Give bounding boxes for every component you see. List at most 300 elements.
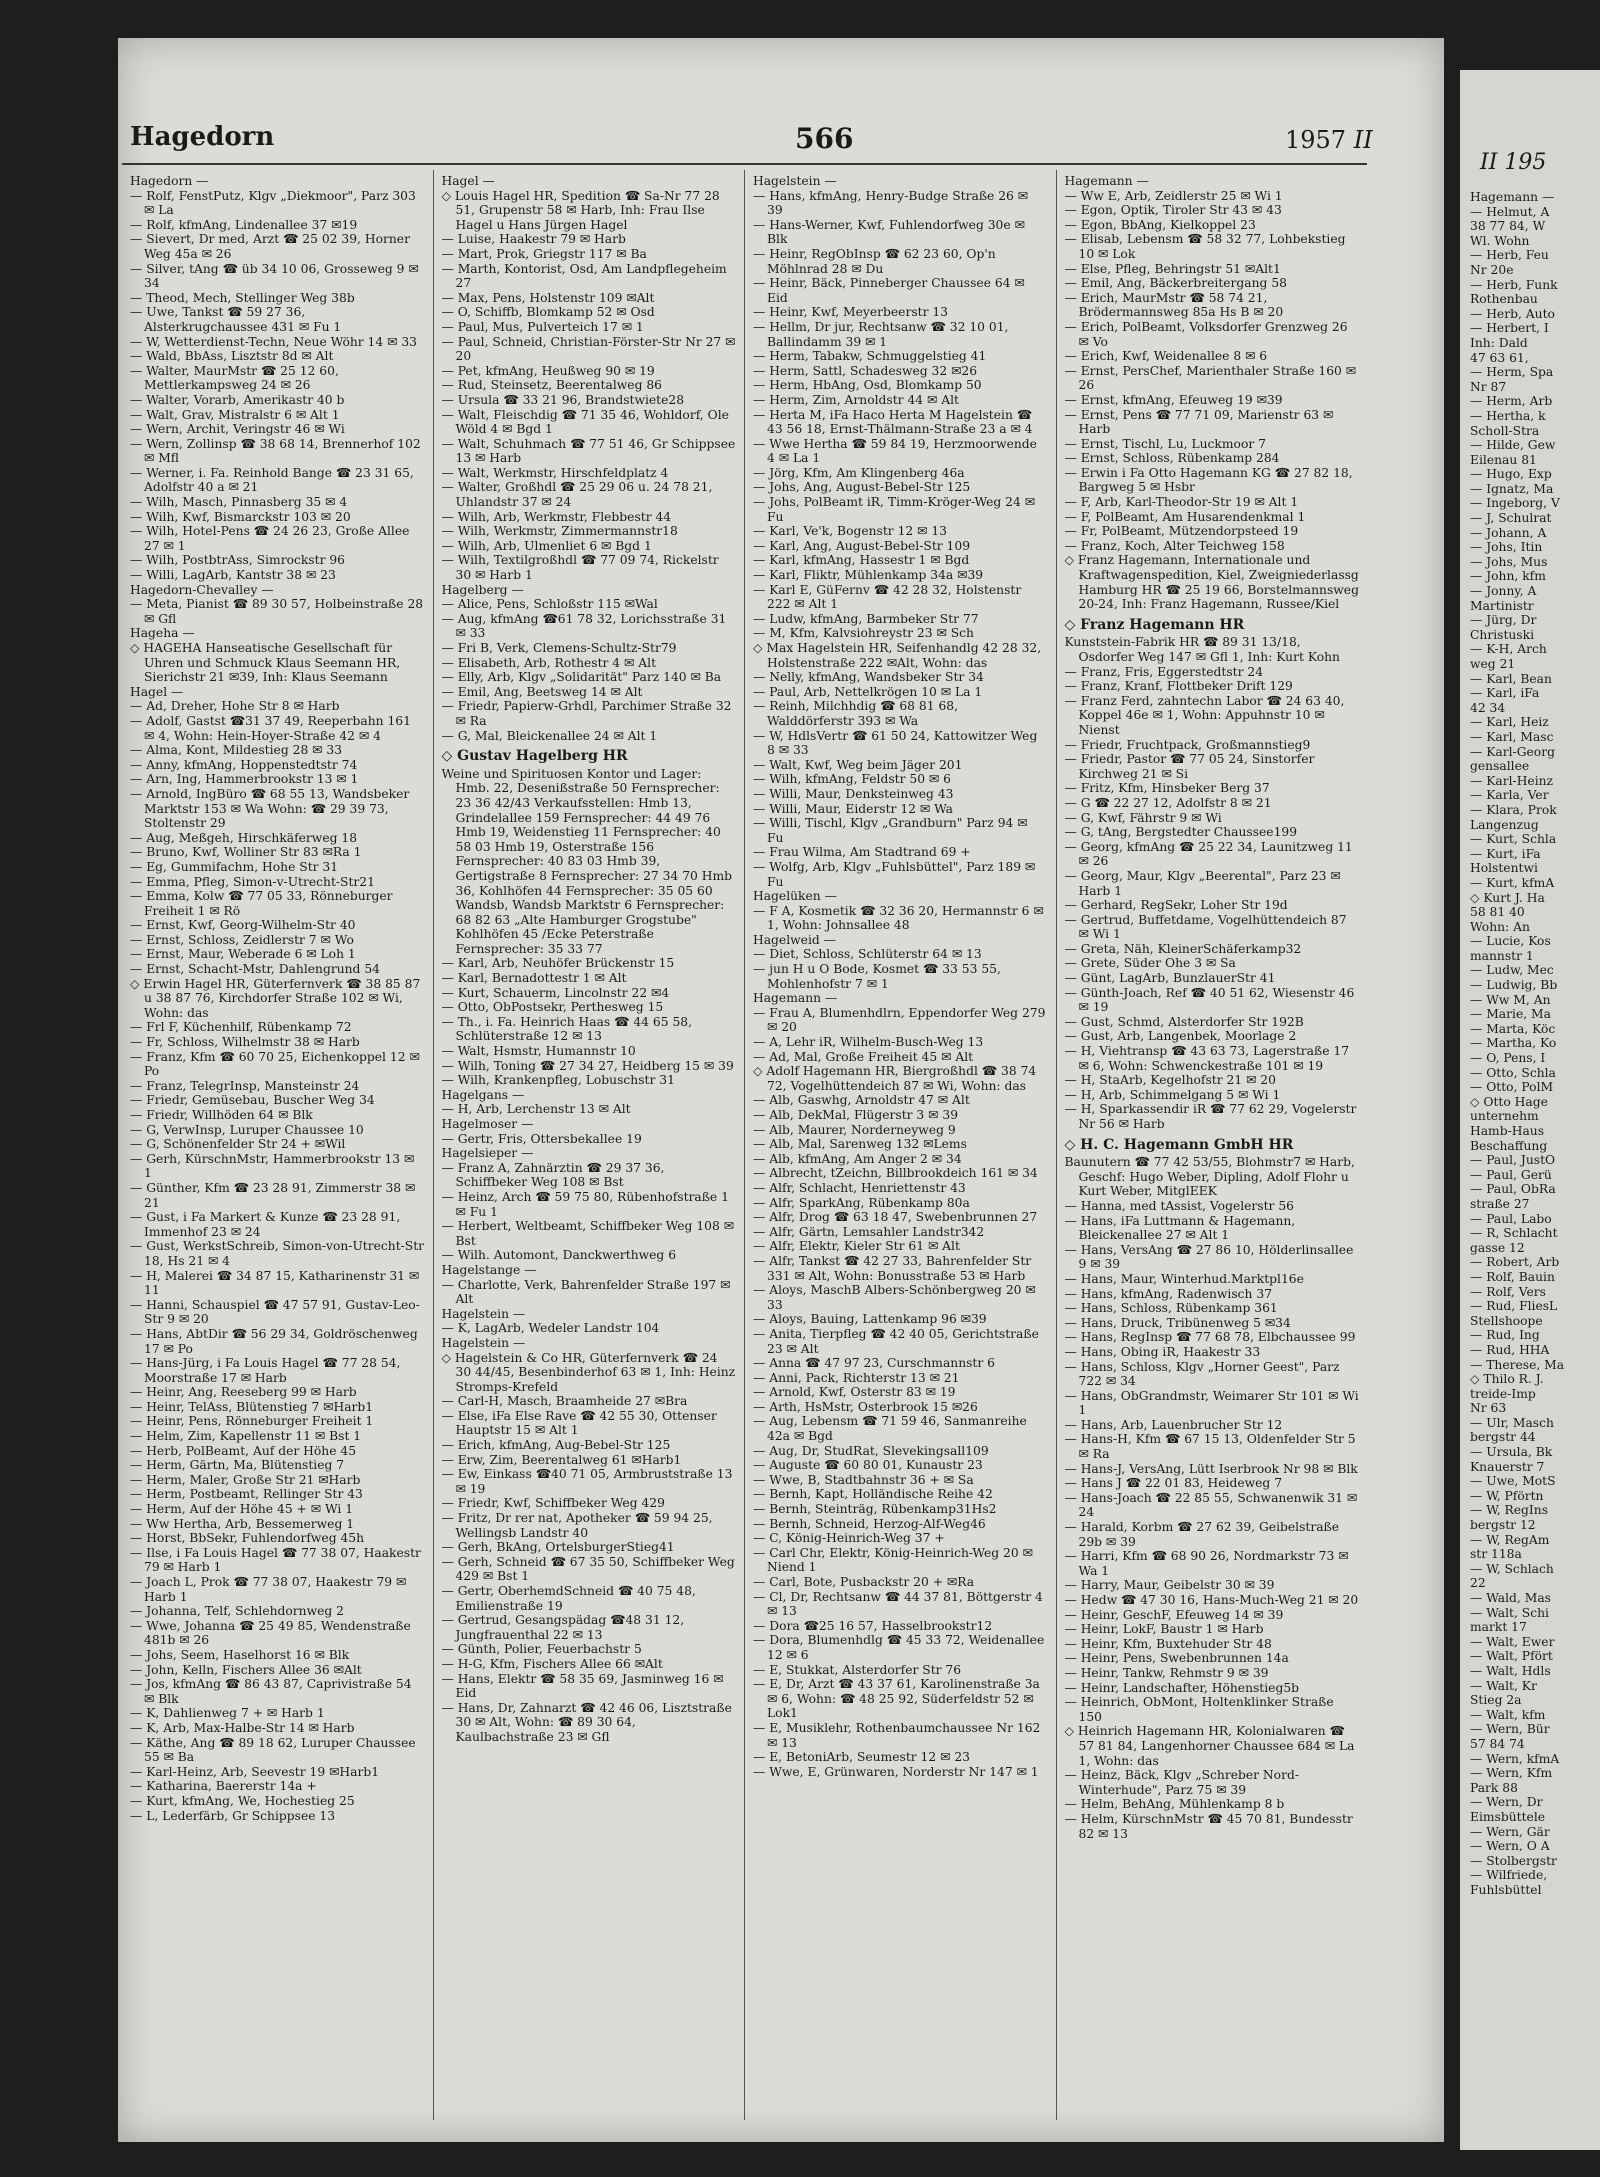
adjacent-entry: — Jürg, Dr [1470,613,1537,628]
directory-entry: — Erich, kfmAng, Aug-Bebel-Str 125 [441,1438,671,1453]
directory-entry: — Paul, Schneid, Christian-Förster-Str Nr 27 ✉ 20 [441,334,736,364]
directory-entry: Hageha — [130,626,195,641]
adjacent-entry: Hamb-Haus [1470,1124,1545,1138]
directory-entry: Hagemann — [753,991,838,1006]
directory-entry: — Ernst, Tischl, Lu, Luckmoor 7 [1064,436,1266,451]
adjacent-entry: 58 81 40 [1470,905,1525,920]
directory-entry: — Erw, Zim, Beerentalweg 61 ✉Harb1 [441,1452,682,1467]
directory-entry: — Bernh, Kapt, Holländische Reihe 42 [753,1487,993,1502]
directory-entry: — Theod, Mech, Stellinger Weg 38b [130,290,355,305]
directory-entry: — Karl, Fliktr, Mühlenkamp 34a ✉39 [753,568,984,583]
directory-entry: — Auguste ☎ 60 80 01, Kunaustr 23 [753,1458,983,1473]
directory-entry: — Karl-Heinz, Arb, Seevestr 19 ✉Harb1 [130,1764,380,1779]
adjacent-page-header: II 195 [1480,150,1547,175]
directory-entry: — Heinr, LokF, Baustr 1 ✉ Harb [1064,1622,1264,1637]
adjacent-entry: weg 21 [1470,657,1516,671]
directory-entry: — Ernst, Maur, Weberade 6 ✉ Loh 1 [130,947,356,962]
directory-entry: — Aug, Lebensm ☎ 71 59 46, Sanmanreihe 42a ✉ Bgd [753,1414,1027,1444]
directory-entry: — Dora, Blumenhdlg ☎ 45 33 72, Weidenallee 12 ✉ 6 [753,1633,1045,1662]
adjacent-entry: — Marie, Ma [1470,1007,1551,1022]
directory-entry: — Hellm, Dr jur, Rechtsanw ☎ 32 10 01, Ballindamm 39 ✉ 1 [753,319,1009,349]
directory-entry: — Willi, LagArb, Kantstr 38 ✉ 23 [130,568,336,583]
directory-entry: Hagedorn-Chevalley — [130,582,274,597]
directory-entry: — Wolfg, Arb, Klgv „Fuhlsbüttel", Parz 189 ✉ Fu [753,859,1036,889]
directory-entry: — Herb, PolBeamt, Auf der Höhe 45 [130,1443,357,1458]
directory-entry: Kunststein-Fabrik HR ☎ 89 31 13/18, Osdorfer Weg 147 ✉ Gfl 1, Inh: Kurt Kohn [1064,635,1340,664]
directory-entry: — Gust, i Fa Markert & Kunze ☎ 23 28 91, Immenhof 23 ✉ 24 [130,1210,401,1239]
adjacent-entry: — Hugo, Exp [1470,467,1552,482]
directory-entry: — Wilh, Masch, Pinnasberg 35 ✉ 4 [130,495,348,510]
directory-entry: — Anny, kfmAng, Hoppenstedtstr 74 [130,757,358,772]
adjacent-entry: — J, Schulrat [1470,511,1552,526]
directory-entry: — Arn, Ing, Hammerbrookstr 13 ✉ 1 [130,772,359,787]
directory-entry: — Luise, Haakestr 79 ✉ Harb [441,232,626,247]
directory-entry: — Walt, Werkmstr, Hirschfeldplatz 4 [441,465,669,480]
directory-entry: — Helm, BehAng, Mühlenkamp 8 b [1064,1797,1285,1812]
directory-entry: Hagelberg — [441,582,524,597]
directory-entry: — Aloys, Bauing, Lattenkamp 96 ✉39 [753,1312,987,1327]
directory-entry: — jun H u O Bode, Kosmet ☎ 33 53 55, Mohlenhofstr 7 ✉ 1 [753,962,1001,991]
directory-entry: — Joach L, Prok ☎ 77 38 07, Haakestr 79 ✉ Harb 1 [130,1575,407,1604]
directory-entry: Hagelmoser — [441,1117,534,1131]
adjacent-entry: Eilenau 81 [1470,452,1537,467]
directory-entry: ◇ Louis Hagel HR, Spedition ☎ Sa-Nr 77 28 51, Grupenstr 58 ✉ Harb, Inh: Frau Ilse Hagel u Hans Jürgen Hagel [441,188,720,232]
directory-entry: — Herm, Maler, Große Str 21 ✉Harb [130,1472,361,1487]
directory-entry: — Katharina, Baererstr 14a + [130,1779,317,1794]
directory-entry: — Willi, Maur, Eiderstr 12 ✉ Wa [753,801,954,816]
directory-entry: — Wilh, Kwf, Bismarckstr 103 ✉ 20 [130,509,351,524]
adjacent-entry: 47 63 61, [1470,350,1529,365]
column-4 [1057,170,1368,2120]
adjacent-entry: Park 88 [1470,1780,1518,1795]
directory-entry: — Alb, Gaswhg, Arnoldstr 47 ✉ Alt [753,1093,970,1108]
directory-entry: — Ernst, Schloss, Zeidlerstr 7 ✉ Wo [130,932,354,947]
directory-entry: — Reinh, Milchhdig ☎ 68 81 68, Walddörferstr 393 ✉ Wa [753,699,958,728]
directory-entry: — Aug, Dr, StudRat, Slevekingsall109 [753,1443,989,1458]
adjacent-entry: — Wern, O A [1470,1839,1550,1854]
page-header [0,90,1600,155]
directory-entry: — Harry, Maur, Geibelstr 30 ✉ 39 [1064,1578,1275,1593]
adjacent-entry: — Wern, kfmA [1470,1751,1560,1766]
directory-entry: — Erwin i Fa Otto Hagemann KG ☎ 27 82 18, Bargweg 5 ✉ Hsbr [1064,465,1353,495]
directory-entry: — Wwe, E, Grünwaren, Norderstr Nr 147 ✉ 1 [753,1764,1039,1779]
adjacent-entry: — Otto, Schla [1470,1065,1556,1080]
directory-entry: — Heinr, Pens, Rönneburger Freiheit 1 [130,1414,374,1429]
directory-entry: ◇ Gustav Hagelberg HR [441,748,628,765]
directory-entry: — Heinr, RegObInsp ☎ 62 23 60, Op'n Möhlnrad 28 ✉ Du [753,246,996,276]
adjacent-entry: Nr 63 [1470,1401,1507,1416]
directory-entry: — Heinz, Arch ☎ 59 75 80, Rübenhofstraße 1 ✉ Fu 1 [441,1189,729,1219]
directory-entry: — Ew, Einkass ☎40 71 05, Armbruststraße 13 ✉ 19 [441,1467,733,1496]
directory-entry: — Anita, Tierpfleg ☎ 42 40 05, Gerichtstraße 23 ✉ Alt [753,1326,1039,1356]
directory-entry: — H, Viehtransp ☎ 43 63 73, Lagerstraße 17 ✉ 6, Wohn: Schwenckestraße 101 ✉ 19 [1064,1044,1350,1073]
directory-entry: — Herm, Tabakw, Schmuggelstieg 41 [753,349,987,364]
directory-entry: — Günt, LagArb, BunzlauerStr 41 [1064,971,1276,986]
directory-entry: — Hans-Joach ☎ 22 85 55, Schwanenwik 31 ✉ 24 [1064,1490,1358,1520]
directory-entry: — E, Dr, Arzt ☎ 43 37 61, Karolinenstraße 3a ✉ 6, Wohn: ☎ 48 25 92, Süderfeldstr 52 ✉Lok1 [753,1677,1040,1721]
directory-entry: — Fritz, Dr rer nat, Apotheker ☎ 59 94 25, Wellingsb Landstr 40 [441,1511,713,1540]
adjacent-entry: Beschaffung [1470,1138,1548,1153]
directory-entry: Hagelstange — [441,1262,537,1277]
adjacent-entry: — Stolbergstr [1470,1853,1557,1868]
adjacent-entry: 38 77 84, W [1470,219,1546,234]
directory-entry: — Hans, Dr, Zahnarzt ☎ 42 46 06, Lisztstraße 30 ✉ Alt, Wohn: ☎ 89 30 64, Kaulbachstraße 23 ✉ Gfl [441,1700,732,1744]
directory-entry: — H-G, Kfm, Fischers Allee 66 ✉Alt [441,1656,663,1671]
adjacent-entry: Scholl-Stra [1470,423,1540,438]
directory-entry: — C, König-Heinrich-Weg 37 + [753,1531,945,1546]
adjacent-entry: — Marta, Köc [1470,1021,1556,1036]
directory-entry: — Wilh, Arb, Ulmenliet 6 ✉ Bgd 1 [441,538,652,553]
adjacent-entry: Inh: Dald [1470,335,1528,350]
directory-entry: Hagelgans — [441,1087,525,1102]
directory-entry: — Walter, Großhdl ☎ 25 29 06 u. 24 78 21, Uhlandstr 37 ✉ 24 [441,480,713,510]
directory-entry: — Carl-H, Masch, Braamheide 27 ✉Bra [441,1394,688,1409]
directory-entry: — Hedw ☎ 47 30 16, Hans-Much-Weg 21 ✉ 20 [1064,1593,1359,1607]
directory-entry: — Ww Hertha, Arb, Bessemerweg 1 [130,1516,355,1531]
directory-entry: — Wilh, Arb, Werkmstr, Flebbestr 44 [441,509,672,524]
adjacent-entry: — Ludwig, Bb [1470,978,1558,993]
directory-entry: — Ad, Mal, Große Freiheit 45 ✉ Alt [753,1049,974,1064]
directory-entry: — Wilh, Toning ☎ 27 34 27, Heidberg 15 ✉ 39 [441,1058,734,1073]
directory-entry: — Alb, kfmAng, Am Anger 2 ✉ 34 [753,1151,962,1166]
directory-entry: — Gerh, BkAng, OrtelsburgerStieg41 [441,1540,675,1555]
directory-entry: — Alb, DekMal, Flügerstr 3 ✉ 39 [753,1108,959,1122]
directory-entry: — Adolf, Gastst ☎31 37 49, Reeperbahn 161 ✉ 4, Wohn: Hein-Hoyer-Straße 42 ✉ 4 [130,713,411,743]
directory-entry: — Heinr, GeschF, Efeuweg 14 ✉ 39 [1064,1607,1284,1622]
directory-entry: — Hans, Schloss, Klgv „Horner Geest", Parz 722 ✉ 34 [1064,1359,1340,1389]
adjacent-entry: gasse 12 [1470,1240,1525,1255]
directory-entry: — Herm, HbAng, Osd, Blomkamp 50 [753,378,982,393]
adjacent-entry: — Herm, Spa [1470,365,1554,380]
adjacent-entry: — Martha, Ko [1470,1036,1557,1051]
directory-entry: — Emma, Pfleg, Simon-v-Utrecht-Str21 [130,874,375,889]
adjacent-entry: — Walt, Hdls [1470,1663,1551,1678]
directory-entry: — Carl Chr, Elektr, König-Heinrich-Weg 20 ✉ Niend 1 [753,1545,1033,1575]
directory-entry: — Gust, Arb, Langenbek, Moorlage 2 [1064,1029,1297,1044]
directory-entry: — Friedr, Gemüsebau, Buscher Weg 34 [130,1093,375,1108]
directory-entry: — Karl E, GüFernv ☎ 42 28 32, Holstenstr 222 ✉ Alt 1 [753,582,1022,612]
adjacent-entry: — Hertha, k [1470,408,1546,423]
directory-entry: — Alfr, SparkAng, Rübenkamp 80a [753,1195,970,1210]
adjacent-entry: Hagemann — [1470,190,1555,204]
column-3 [745,170,1057,2120]
directory-entry: — Rolf, FenstPutz, Klgv „Diekmoor", Parz 303 ✉ La [130,188,416,218]
directory-entry: — Karl, Ve'k, Bogenstr 12 ✉ 13 [753,524,947,539]
directory-entry: — Alfr, Gärtn, Lemsahler Landstr342 [753,1224,985,1239]
directory-entry: — Hanni, Schauspiel ☎ 47 57 91, Gustav-Leo-Str 9 ✉ 20 [130,1297,420,1327]
directory-entry: — Walt, Grav, Mistralstr 6 ✉ Alt 1 [130,407,340,422]
directory-entry: — Carl, Bote, Pusbackstr 20 + ✉Ra [753,1575,975,1589]
adjacent-entry: — Paul, Labo [1470,1211,1552,1226]
directory-entry: — Franz, Kranf, Flottbeker Drift 129 [1064,679,1293,694]
adjacent-entry: Knauerstr 7 [1470,1459,1545,1474]
directory-entry: — Ernst, kfmAng, Efeuweg 19 ✉39 [1064,392,1283,407]
adjacent-entry: markt 17 [1470,1620,1527,1635]
adjacent-entry: — Johann, A [1470,525,1547,540]
adjacent-entry: 57 84 74 [1470,1736,1525,1751]
directory-entry: — Bernh, Schneid, Herzog-Alf-Weg46 [753,1516,986,1531]
directory-entry: — Fritz, Kfm, Hinsbeker Berg 37 [1064,781,1270,796]
adjacent-entry: — Uwe, MotS [1470,1474,1556,1489]
adjacent-entry: — Karl, Heiz [1470,715,1549,730]
directory-entry: — Ludw, kfmAng, Barmbeker Str 77 [753,611,979,626]
directory-entry: — Wilh. Automont, Danckwerthweg 6 [441,1248,677,1263]
directory-entry: — Wilh, Werkmstr, Zimmermannstr18 [441,524,678,539]
adjacent-entry: — Herb, Feu [1470,248,1549,263]
directory-entry: — Franz Ferd, zahntechn Labor ☎ 24 63 40, Koppel 46e ✉ 1, Wohn: Appuhnstr 10 ✉ Nienst [1064,693,1345,737]
directory-entry: Hagelstein — [753,174,837,188]
directory-entry: — Georg, kfmAng ☎ 25 22 34, Launitzweg 11 ✉ 26 [1064,839,1353,869]
directory-entry: — Alfr, Schlacht, Henriettenstr 43 [753,1180,966,1195]
directory-entry: — Wwe Hertha ☎ 59 84 19, Herzmoorwende 4 ✉ La 1 [753,436,1037,466]
directory-entry: — Heinr, Pens, Swebenbrunnen 14a [1064,1651,1289,1666]
directory-entry: — Franz A, Zahnärztin ☎ 29 37 36, Schiffbeker Weg 108 ✉ Bst [441,1160,665,1190]
directory-entry: — Greta, Näh, KleinerSchäferkamp32 [1064,941,1302,956]
adjacent-entry: Eimsbüttele [1470,1809,1546,1824]
adjacent-entry: — Hilde, Gew [1470,438,1556,453]
directory-entry: — Gerhard, RegSekr, Loher Str 19d [1064,898,1288,913]
directory-entry: ◇ Franz Hagemann, Internationale und Kraftwagenspedition, Kiel, Zweigniederlassg Hamburg HR ☎ 25 19 66, Borstelmannsweg 20-24, Inh: Franz Hagemann, Russee/Kiel [1064,553,1359,612]
directory-entry: — Werner, i. Fa. Reinhold Bange ☎ 23 31 65, Adolfstr 40 a ✉ 21 [130,465,414,495]
adjacent-entry: — Rolf, Vers [1470,1284,1546,1299]
directory-entry: — Heinr, Tankw, Rehmstr 9 ✉ 39 [1064,1665,1269,1680]
directory-entry: — Heinr, TelAss, Blütenstieg 7 ✉Harb1 [130,1399,374,1414]
directory-entry: — Hans, Maur, Winterhud.Marktpl16e [1064,1271,1304,1286]
adjacent-entry: 22 [1470,1576,1486,1591]
directory-entry: Weine und Spirituosen Kontor und Lager: Hmb. 22, Desenißstraße 50 Fernsprecher: 23 36 42/43 Verkaufsstellen: Hmb 13, Grindelallee 159 Fernsprecher: 44 49 76 Hmb 19, Weidenstieg 11 Fernsprecher: 40 58 03 Hmb 19, Osterstraße 156 Fernsprecher: 40 83 03 Hmb 39, Gertigstraße 8 Fernsprecher: 27 34 70 Hmb 36, Kohlhöfen 44 Fernsprecher: 35 05 60 Wandsb, Wandsb Marktstr 6 Fernsprecher: 68 82 63 „Alte Hamburger Grogstube" Kohlhöfen 45 /Ecke Peterstraße Fernsprecher: 35 33 77 [441,766,733,956]
directory-entry: — Willi, Maur, Denksteinweg 43 [753,786,954,801]
directory-entry: — Paul, Arb, Nettelkrögen 10 ✉ La 1 [753,684,983,699]
directory-entry: Hagel — [130,684,184,699]
directory-entry: — Erich, MaurMstr ☎ 58 74 21, Brödermannsweg 85a Hs B ✉ 20 [1064,290,1284,320]
adjacent-entry: — Jonny, A [1470,584,1537,599]
directory-entry: — E, Stukkat, Alsterdorfer Str 76 [753,1662,962,1677]
directory-entry: Hagelüken — [753,889,837,904]
directory-entry: Hagemann — [1064,174,1149,188]
directory-entry: — Herta M, iFa Haco Herta M Hagelstein ☎ 43 56 18, Ernst-Thälmann-Straße 23 a ✉ 4 [753,407,1033,437]
adjacent-entry: gensallee [1470,759,1530,774]
directory-entry: — Pet, kfmAng, Heußweg 90 ✉ 19 [441,363,655,378]
directory-entry: — Emma, Kolw ☎ 77 05 33, Rönneburger Freiheit 1 ✉ Rö [130,889,393,918]
directory-entry: — Walt, Schuhmach ☎ 77 51 46, Gr Schippsee 13 ✉ Harb [441,436,736,466]
directory-entry: — Elisab, Lebensm ☎ 58 32 77, Lohbekstieg 10 ✉ Lok [1064,232,1346,261]
directory-entry: — Meta, Pianist ☎ 89 30 57, Holbeinstraße 28 ✉ Gfl [130,597,424,626]
adjacent-entry: — Ww M, An [1470,992,1551,1007]
directory-entry: — Walter, MaurMstr ☎ 25 12 60, Mettlerkampsweg 24 ✉ 26 [130,363,339,393]
directory-entry: — Alb, Mal, Sarenweg 132 ✉Lems [753,1137,967,1152]
directory-entry: — Charlotte, Verk, Bahrenfelder Straße 197 ✉ Alt [441,1277,731,1307]
directory-entry: — A, Lehr iR, Wilhelm-Busch-Weg 13 [753,1035,984,1050]
adjacent-entry: — Wilfriede, [1470,1868,1548,1883]
directory-entry: — Karl, Ang, August-Bebel-Str 109 [753,538,971,553]
adjacent-entry: — Herb, Funk [1470,277,1558,292]
directory-entry: ◇ Max Hagelstein HR, Seifenhandlg 42 28 32, Holstenstraße 222 ✉Alt, Wohn: das [753,641,1042,670]
directory-entry: — O, Schiffb, Blomkamp 52 ✉ Osd [441,305,655,320]
directory-entry: — Rud, Steinsetz, Beerentalweg 86 [441,378,662,393]
directory-entry: — Frau A, Blumenhdlrn, Eppendorfer Weg 279 ✉ 20 [753,1005,1046,1035]
directory-entry: — Hans, Obing iR, Haakestr 33 [1064,1344,1261,1359]
directory-entry: — Elisabeth, Arb, Rothestr 4 ✉ Alt [441,655,657,670]
adjacent-entry: — Walt, Pfört [1470,1649,1553,1664]
directory-entry: — Heinz, Bäck, Klgv „Schreber Nord-Winterhude", Parz 75 ✉ 39 [1064,1768,1299,1797]
directory-entry: — Arnold, IngBüro ☎ 68 55 13, Wandsbeker Marktstr 153 ✉ Wa Wohn: ☎ 29 39 73, Stoltenstr 29 [130,786,410,831]
directory-entry: — G, VerwInsp, Luruper Chaussee 10 [130,1122,364,1137]
directory-entry: — Gerh, Schneid ☎ 67 35 50, Schiffbeker Weg 429 ✉ Bst 1 [441,1554,735,1584]
directory-entry: ◇ HAGEHA Hanseatische Gesellschaft für Uhren und Schmuck Klaus Seemann HR, Sierichstr 21 ✉39, Inh: Klaus Seemann [130,641,401,685]
directory-entry: — Johs, Ang, August-Bebel-Str 125 [753,480,971,495]
adjacent-entry: — Herbert, I [1470,321,1549,336]
directory-entry: — Frau Wilma, Am Stadtrand 69 + [753,845,971,860]
directory-entry: — H, Sparkassendir iR ☎ 77 62 29, Vogelerstr Nr 56 ✉ Harb [1064,1102,1357,1131]
directory-entry: — Erich, PolBeamt, Volksdorfer Grenzweg 26 ✉ Vo [1064,319,1348,349]
adjacent-entry: — Paul, Gerü [1470,1167,1552,1182]
adjacent-entry: — K-H, Arch [1470,642,1547,657]
directory-entry: — Helm, Zim, Kapellenstr 11 ✉ Bst 1 [130,1429,362,1444]
directory-entry: Hagelstein — [441,1335,526,1350]
directory-entry: — Gertr, OberhemdSchneid ☎ 40 75 48, Emilienstraße 19 [441,1584,696,1613]
directory-entry: — Egon, BbAng, Kielkoppel 23 [1064,217,1256,232]
directory-entry: — Eg, Gummifachm, Hohe Str 31 [130,859,339,874]
adjacent-entry: — John, kfm [1470,569,1546,584]
adjacent-entry: Fuhlsbüttel [1470,1882,1542,1897]
directory-entry: — Franz, Koch, Alter Teichweg 158 [1064,538,1285,553]
directory-entry: — H, Malerei ☎ 34 87 15, Katharinenstr 31 ✉ 11 [130,1268,420,1298]
directory-entry: — Wilh, Textilgroßhdl ☎ 77 09 74, Rickelstr 30 ✉ Harb 1 [441,553,719,583]
directory-entry: — G, Kwf, Fährstr 9 ✉ Wi [1064,810,1222,825]
directory-entry: — Gertrud, Gesangspädag ☎48 31 12, Jungfrauenthal 22 ✉ 13 [441,1613,685,1642]
directory-entry: — Th., i. Fa. Heinrich Haas ☎ 44 65 58, Schlüterstraße 12 ✉ 13 [441,1014,693,1044]
directory-entry: — Friedr, Papierw-Grhdl, Parchimer Straße 32 ✉ Ra [441,699,732,728]
adjacent-entry: — Walt, Schi [1470,1605,1549,1620]
directory-entry: — Emil, Ang, Beetsweg 14 ✉ Alt [441,684,643,699]
directory-entry: — Walt, Hsmstr, Humannstr 10 [441,1044,636,1059]
directory-entry: — Hans, VersAng ☎ 27 86 10, Hölderlinsallee 9 ✉ 39 [1064,1242,1354,1272]
directory-entry: — Fr, Schloss, Wilhelmstr 38 ✉ Harb [130,1035,360,1050]
directory-entry: — Hans-Werner, Kwf, Fuhlendorfweg 30e ✉ Blk [753,217,1025,247]
directory-entry: — Franz, Kfm ☎ 60 70 25, Eichenkoppel 12 ✉ Po [130,1049,420,1079]
adjacent-entry: — Herm, Arb [1470,394,1553,409]
directory-entry: — Silver, tAng ☎ üb 34 10 06, Grosseweg 9 ✉ 34 [130,261,419,291]
directory-entry: — John, Kelln, Fischers Allee 36 ✉Alt [130,1662,362,1677]
directory-entry: Baunutern ☎ 77 42 53/55, Blohmstr7 ✉ Harb, Geschf: Hugo Weber, Dipling, Adolf Flohr u Kurt Weber, MitglEEK [1064,1155,1355,1199]
directory-entry: — Gertrud, Buffetdame, Vogelhüttendeich 87 ✉ Wi 1 [1064,912,1347,942]
adjacent-entry: — Ingeborg, V [1470,496,1560,511]
directory-entry: — Hans, iFa Luttmann & Hagemann, Bleickenallee 27 ✉ Alt 1 [1064,1213,1296,1243]
adjacent-entry: — Rud, Ing [1470,1328,1540,1343]
adjacent-entry: 42 34 [1470,700,1506,715]
directory-entry: — Heinr, Landschafter, Höhenstieg5b [1064,1680,1300,1695]
directory-entry: — Herm, Zim, Arnoldstr 44 ✉ Alt [753,392,959,407]
directory-entry: — Otto, ObPostsekr, Perthesweg 15 [441,1000,664,1015]
directory-entry: — Nelly, kfmAng, Wandsbeker Str 34 [753,670,984,685]
directory-entry: — Walter, Vorarb, Amerikastr 40 b [130,392,345,407]
directory-entry: — Kurt, Schauerm, Lincolnstr 22 ✉4 [441,985,670,1000]
directory-entry: — Ursula ☎ 33 21 96, Brandstwiete28 [441,392,685,407]
directory-entry: — Karl, Bernadottestr 1 ✉ Alt [441,971,627,986]
directory-entry: — Johanna, Telf, Schlehdornweg 2 [130,1604,345,1619]
directory-entry: — H, StaArb, Kegelhofstr 21 ✉ 20 [1064,1073,1276,1088]
directory-entry: — Herm, Gärtn, Ma, Blütenstieg 7 [130,1458,345,1473]
directory-entry: — Hans J ☎ 22 01 83, Heideweg 7 [1064,1476,1283,1491]
directory-entry: — G, tAng, Bergstedter Chaussee199 [1064,825,1298,840]
directory-entry: — Emil, Ang, Bäckerbreitergang 58 [1064,276,1287,291]
directory-entry: — Cl, Dr, Rechtsanw ☎ 44 37 81, Böttgerstr 4 ✉ 13 [753,1589,1043,1619]
directory-entry: — Heinrich, ObMont, Holtenklinker Straße 150 [1064,1695,1334,1724]
adjacent-entry: — Ulr, Masch [1470,1415,1554,1430]
directory-entry: — H, Arb, Lerchenstr 13 ✉ Alt [441,1102,631,1117]
adjacent-entry: — W, Schlach [1470,1561,1554,1576]
directory-entry: — Jörg, Kfm, Am Klingenberg 46a [753,465,965,480]
adjacent-entry: — Karla, Ver [1470,788,1549,803]
directory-entry: — Johs, PolBeamt iR, Timm-Kröger-Weg 24 ✉ Fu [753,495,1036,524]
column-1 [122,170,434,2120]
adjacent-entry: — Wern, Kfm [1470,1766,1553,1781]
directory-entry: — Johs, Seem, Haselhorst 16 ✉ Blk [130,1647,350,1662]
directory-entry: — Herm, Auf der Höhe 45 + ✉ Wi 1 [130,1502,354,1517]
directory-entry: — Hans, Druck, Tribünenweg 5 ✉34 [1064,1315,1291,1330]
directory-entry: Hagedorn — [130,174,209,188]
adjacent-entry: treide-Imp [1470,1386,1536,1401]
directory-entry: — Horst, BbSekr, Fuhlendorfweg 45h [130,1531,365,1546]
adjacent-entry: Holstentwi [1470,861,1538,876]
directory-entry: — Hans, Schloss, Rübenkamp 361 [1064,1301,1278,1316]
adjacent-entry: — W, RegAm [1470,1532,1550,1547]
directory-entry: — Marth, Kontorist, Osd, Am Landpflegeheim 27 [441,261,727,291]
directory-entry: — Bruno, Kwf, Wolliner Str 83 ✉Ra 1 [130,845,362,860]
directory-entry: — Walt, Kwf, Weg beim Jäger 201 [753,757,963,772]
adjacent-entry: ◇ Kurt J. Ha [1470,890,1545,905]
adjacent-entry: — Karl, iFa [1470,686,1540,701]
adjacent-entry: — Ursula, Bk [1470,1445,1553,1460]
directory-entry: — F A, Kosmetik ☎ 32 36 20, Hermannstr 6 ✉ 1, Wohn: Johnsallee 48 [753,903,1044,933]
directory-entry: — Hans, Arb, Lauenbrucher Str 12 [1064,1417,1283,1432]
adjacent-entry: bergstr 12 [1470,1518,1536,1533]
directory-entry: — Harri, Kfm ☎ 68 90 26, Nordmarkstr 73 ✉ Wa 1 [1064,1549,1349,1578]
adjacent-entry: — Kurt, kfmA [1470,875,1555,890]
directory-entry: Hagel — [441,174,495,188]
header-surname: Hagedorn [130,122,275,152]
directory-entry: — Hans-Jürg, i Fa Louis Hagel ☎ 77 28 54, Moorstraße 17 ✉ Harb [130,1356,401,1385]
directory-entry: — Heinr, Ang, Reeseberg 99 ✉ Harb [130,1385,357,1400]
directory-entry: — Aug, Meßgeh, Hirschkäferweg 18 [130,830,358,845]
adjacent-entry: — W, Pförtn [1470,1488,1544,1503]
adjacent-entry: — Otto, PolM [1470,1080,1554,1095]
directory-entry: — Ernst, Pens ☎ 77 71 09, Marienstr 63 ✉ Harb [1064,407,1334,437]
directory-entry: — W, Wetterdienst-Techn, Neue Wöhr 14 ✉ 33 [130,334,417,349]
adjacent-entry: — Robert, Arb [1470,1255,1560,1270]
directory-entry: — Käthe, Ang ☎ 89 18 62, Luruper Chaussee 55 ✉ Ba [130,1735,416,1765]
directory-entry: — Alfr, Tankst ☎ 42 27 33, Bahrenfelder Str 331 ✉ Alt, Wohn: Bonusstraße 53 ✉ Harb [753,1253,1032,1283]
directory-entry: — Harald, Korbm ☎ 27 62 39, Geibelstraße 29b ✉ 39 [1064,1520,1340,1549]
directory-entry: — Hans, RegInsp ☎ 77 68 78, Elbchaussee 99 [1064,1330,1356,1345]
directory-entry: — Diet, Schloss, Schlüterstr 64 ✉ 13 [753,947,982,962]
adjacent-entry: — Rolf, Bauin [1470,1269,1555,1284]
adjacent-entry: — Wern, Dr [1470,1795,1543,1810]
directory-entry: — Alb, Maurer, Norderneyweg 9 [753,1122,956,1137]
adjacent-entry: Wohn: An [1470,919,1530,934]
directory-entry: — Kurt, kfmAng, We, Hochestieg 25 [130,1793,355,1808]
directory-entry: ◇ Heinrich Hagemann HR, Kolonialwaren ☎ 57 81 84, Langenhorner Chaussee 684 ✉ La 1, Wohn: das [1064,1724,1355,1768]
adjacent-entry: — Karl, Bean [1470,671,1552,686]
directory-entry: — Alfr, Elektr, Kieler Str 61 ✉ Alt [753,1239,960,1254]
adjacent-entry: bergstr 44 [1470,1430,1536,1445]
adjacent-entry: — Helmut, A [1470,204,1550,219]
directory-entry: — K, Dahlienweg 7 + ✉ Harb 1 [130,1706,325,1721]
directory-entry: — Günth, Polier, Feuerbachstr 5 [441,1642,642,1657]
directory-entry: ◇ H. C. Hagemann GmbH HR [1064,1136,1294,1153]
adjacent-entry: — Kurt, Schla [1470,832,1557,847]
directory-entry: — Gertr, Fris, Ottersbekallee 19 [441,1131,642,1146]
